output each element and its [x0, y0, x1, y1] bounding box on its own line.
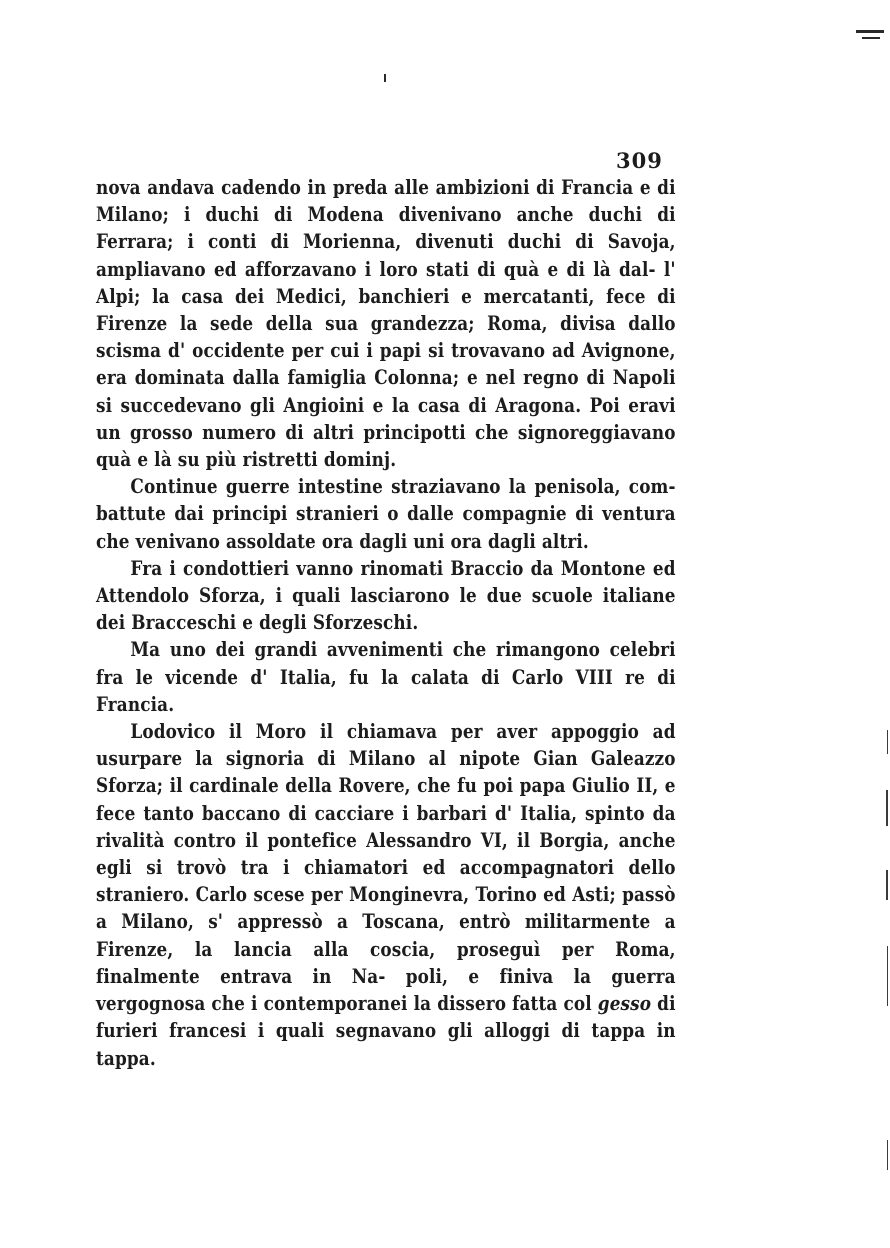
scan-edge-mark [856, 30, 884, 33]
paragraph-5 [96, 718, 676, 1072]
scan-speck-top [384, 74, 386, 82]
paragraph-5-text-before: Lodovico il Moro il chiamava per aver appoggio ad usurpare la signoria di Milano al nipote Gian Galeazzo Sforza; il cardinale della Rovere, che fu poi papa Giulio II, e fece tanto baccano di cacciare i barbari d' Italia, spinto da rivalità contro il pontefice Alessandro VI, il Borgia, anche egli si trovò tra i chiamatori ed accompagnatori dello straniero. Carlo scese per Monginevra, Torino ed Asti; passò a Milano, s' appressò a Toscana, entrò militarmente a Firenze, la lancia alla coscia, proseguì per Roma, finalmente entrava in Na- poli, e finiva la guerra vergognosa che i contemporanei la dissero fatta col [96, 720, 676, 1016]
paragraph-4: Ma uno dei grandi avvenimenti che rimangono celebri fra le vicende d' Italia, fu la calata di Carlo VIII re di Francia. [96, 638, 676, 716]
scan-edge-line-3 [886, 870, 888, 900]
paragraph-1: nova andava cadendo in preda alle ambizioni di Francia e di Milano; i duchi di Modena divenivano anche duchi di Ferrara; i conti di Morienna, divenuti duchi di Savoja, ampliavano ed afforzavano i loro stati di quà e di là dal- l' Alpi; la casa dei Medici, banchieri e mercatanti, fece di Firenze la sede della sua grandezza; Roma, divisa dallo scisma d' occidente per cui i papi si trovavano ad Avignone, era dominata dalla famiglia Colonna; e nel regno di Napoli si succedevano gli Angioini e la casa di Aragona. Poi eravi un grosso numero di altri principotti che signoreggiavano quà e là su più ristretti dominj. [96, 176, 676, 472]
scan-edge-line-5 [887, 1140, 888, 1170]
page-body [96, 174, 676, 1072]
paragraph-5-italic-word: gesso [597, 992, 652, 1016]
page-number: 309 [616, 148, 663, 173]
scan-edge-line-2 [886, 790, 888, 826]
scan-edge-mark-2 [862, 37, 880, 39]
scan-edge-line-1 [887, 730, 888, 754]
scan-edge-line-4 [887, 946, 888, 1006]
paragraph-2: Continue guerre intestine straziavano la penisola, com- battute dai principi stranieri o dalle compagnie di ventura che venivano assoldate ora dagli uni ora dagli altri. [96, 475, 676, 553]
paragraph-5-text-after: di furieri francesi i quali segnavano gli alloggi di tappa in tappa. [96, 992, 676, 1070]
paragraph-3: Fra i condottieri vanno rinomati Braccio da Montone ed Attendolo Sforza, i quali lasciarono le due scuole italiane dei Bracceschi e degli Sforzeschi. [96, 556, 676, 635]
